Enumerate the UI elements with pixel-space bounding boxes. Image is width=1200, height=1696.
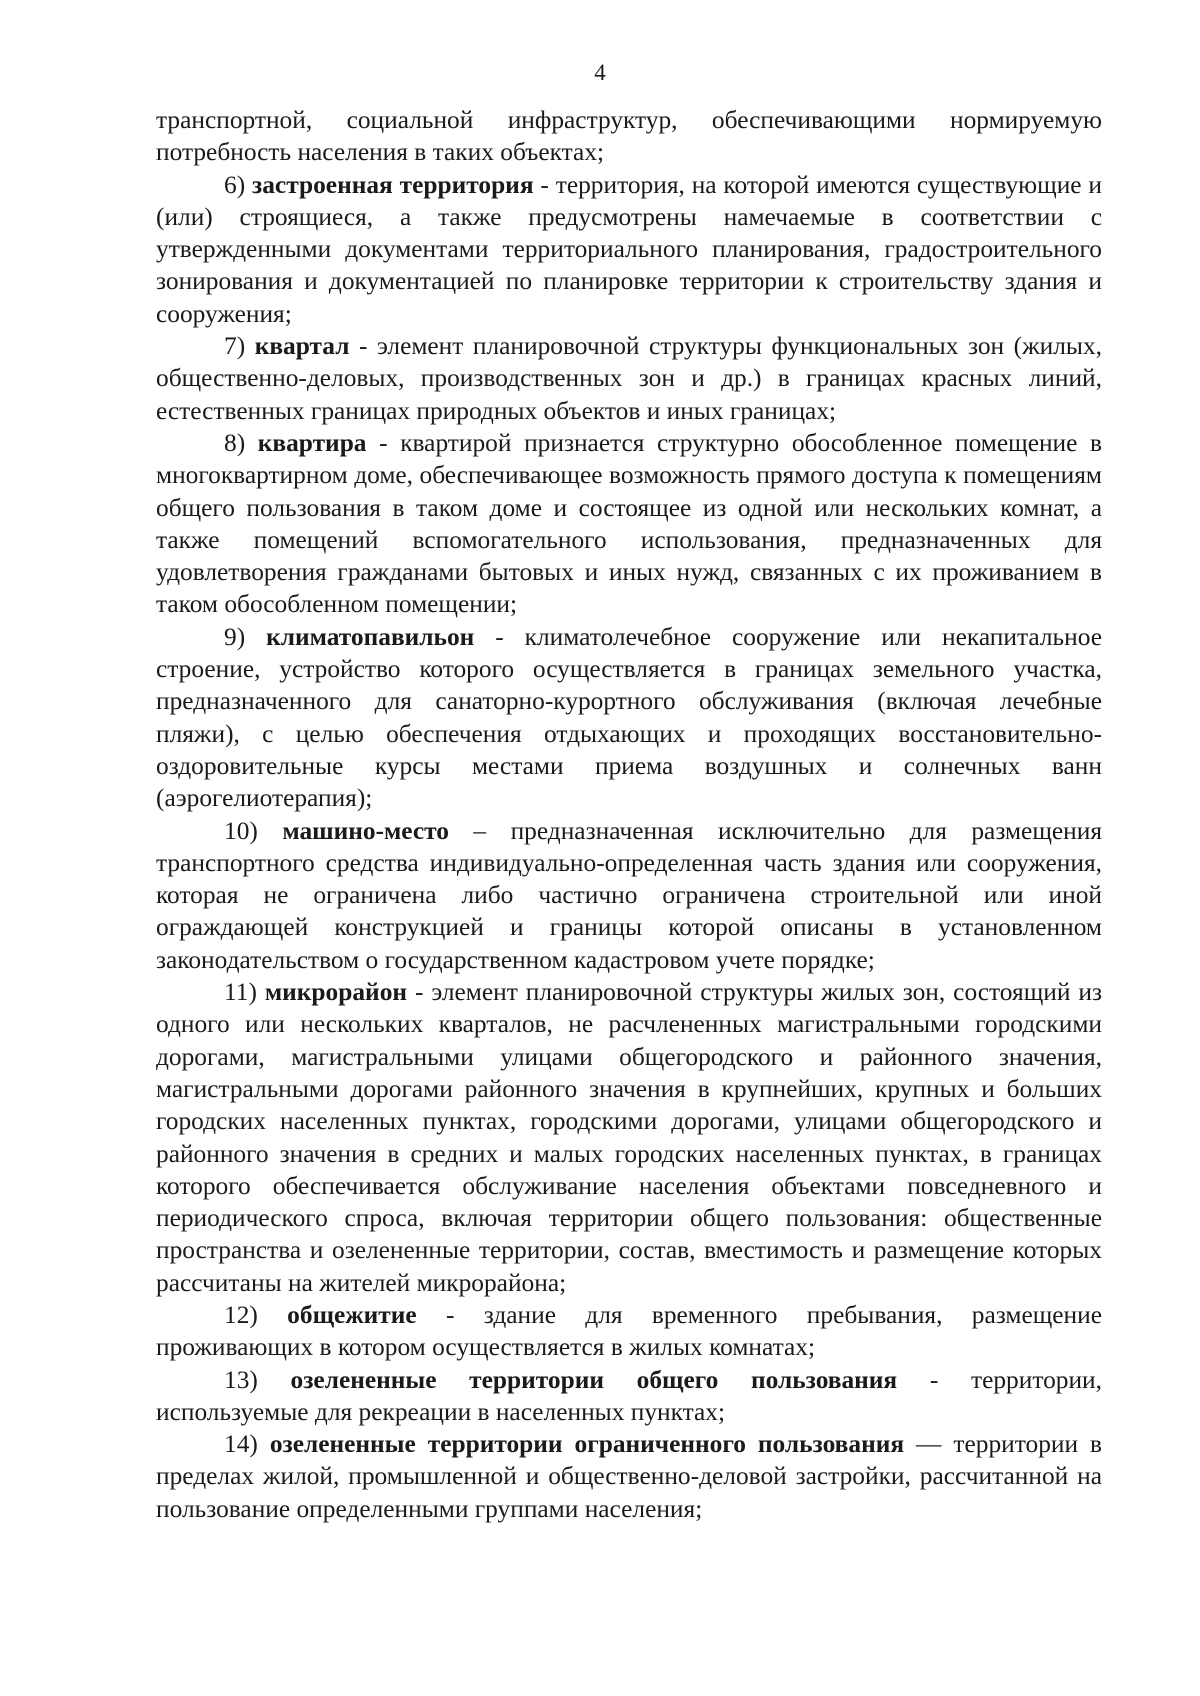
definition-item-7 — [156, 330, 1102, 427]
definition-text: территории в пределах жилой, промышленной и общественно-деловой застройки, рассчитанной на пользование определенными группами населения; — [156, 1430, 1103, 1523]
definition-item-11 — [156, 976, 1102, 1299]
definition-text: климатолечебное сооружение или некапитальное строение, устройство которого осуществляется в границах земельного участка, предназначенного для санаторно-курортного обслуживания (включая лечебные пляжи), с целью обеспечения отдыхающих и проходящих восстановительно-оздоровительные курсы местами приема воздушных и солнечных ванн (аэрогелиотерапия); — [156, 622, 1102, 813]
term-separator: - — [533, 170, 556, 199]
definition-item-10 — [156, 815, 1102, 976]
definition-text: элемент планировочной структуры функциональных зон (жилых, общественно-деловых, производственных зон и др.) в границах красных линий, естественных границах природных объектов и иных границах; — [156, 332, 1102, 425]
item-number: 13) — [224, 1365, 258, 1394]
defined-term: застроенная территория — [252, 170, 534, 199]
term-separator: — — [904, 1430, 954, 1459]
definition-text: территории, используемые для рекреации в населенных пунктах; — [156, 1365, 1102, 1426]
definition-item-14 — [156, 1428, 1102, 1525]
term-separator: - — [897, 1365, 971, 1394]
definition-item-13 — [156, 1364, 1102, 1429]
definition-text: квартирой признается структурно обособленное помещение в многоквартирном доме, обеспечивающее возможность прямого доступа к помещениям общего пользования в таком доме и состоящее из одной или нескольких комнат, а также помещений вспомогательного использования, предназначенных для удовлетворения гражданами бытовых и иных нужд, связанных с их проживанием в таком обособленном помещении; — [156, 428, 1103, 619]
defined-term: общежитие — [287, 1300, 417, 1329]
definition-item-12 — [156, 1299, 1102, 1364]
term-separator: - — [349, 332, 377, 361]
definition-text: здание для временного пребывания, размещение проживающих в котором осуществляется в жилых комнатах; — [156, 1300, 1102, 1362]
defined-term: квартира — [257, 428, 367, 457]
item-number: 8) — [224, 428, 246, 457]
definition-item-6 — [156, 169, 1102, 330]
term-separator: - — [407, 978, 432, 1007]
definition-text: территория, на которой имеются существующие и (или) строящиеся, а также предусмотрены намечаемые в соответствии с утвержденными документами территориального планирования, градостроительного зонирования и документацией по планировке территории к строительству здания и сооружения; — [156, 170, 1103, 328]
item-number: 9) — [224, 622, 246, 651]
item-number: 11) — [224, 978, 257, 1007]
defined-term: озелененные территории общего пользования — [290, 1365, 898, 1394]
term-separator: - — [474, 622, 525, 651]
definition-item-9 — [156, 621, 1102, 815]
defined-term: озелененные территории ограниченного пользования — [269, 1430, 905, 1459]
defined-term: машино-место — [282, 816, 449, 845]
item-number: 10) — [224, 816, 258, 845]
definition-item-8 — [156, 427, 1102, 621]
term-separator: – — [448, 816, 511, 845]
defined-term: микрорайон — [264, 978, 408, 1007]
item-number: 6) — [224, 170, 246, 199]
item-number: 12) — [224, 1300, 258, 1329]
defined-term: квартал — [254, 332, 350, 361]
term-separator: - — [416, 1300, 484, 1329]
defined-term: климатопавильон — [266, 622, 475, 651]
definition-text: элемент планировочной структуры жилых зон, состоящий из одного или нескольких кварталов, не расчлененных магистральными городскими дорогами, магистральными улицами общегородского и районного значения, магистральными дорогами районного значения в крупнейших, крупных и больших городских населенных пунктах, городскими дорогами, улицами общегородского и районного значения в средних и малых городских населенных пунктах, в границах которого обеспечивается обслуживание населения объектами повседневного и периодического спроса, включая территории общего пользования: общественные пространства и озелененные территории, состав, вместимость и размещение которых рассчитаны на жителей микрорайона; — [156, 978, 1102, 1297]
continuation-paragraph: транспортной, социальной инфраструктур, обеспечивающими нормируемую потребность населения в таких объектах; — [156, 106, 1102, 167]
term-separator: - — [366, 428, 401, 457]
page-number: 4 — [594, 60, 606, 85]
item-number: 7) — [224, 332, 246, 361]
definition-text: предназначенная исключительно для размещения транспортного средства индивидуально-определенная часть здания или сооружения, которая не ограничена либо частично ограничена строительной или иной ограждающей конструкцией и границы которой описаны в установленном законодательством о государственном кадастровом учете порядке; — [156, 816, 1103, 974]
document-body — [156, 104, 1102, 1525]
item-number: 14) — [224, 1430, 258, 1459]
